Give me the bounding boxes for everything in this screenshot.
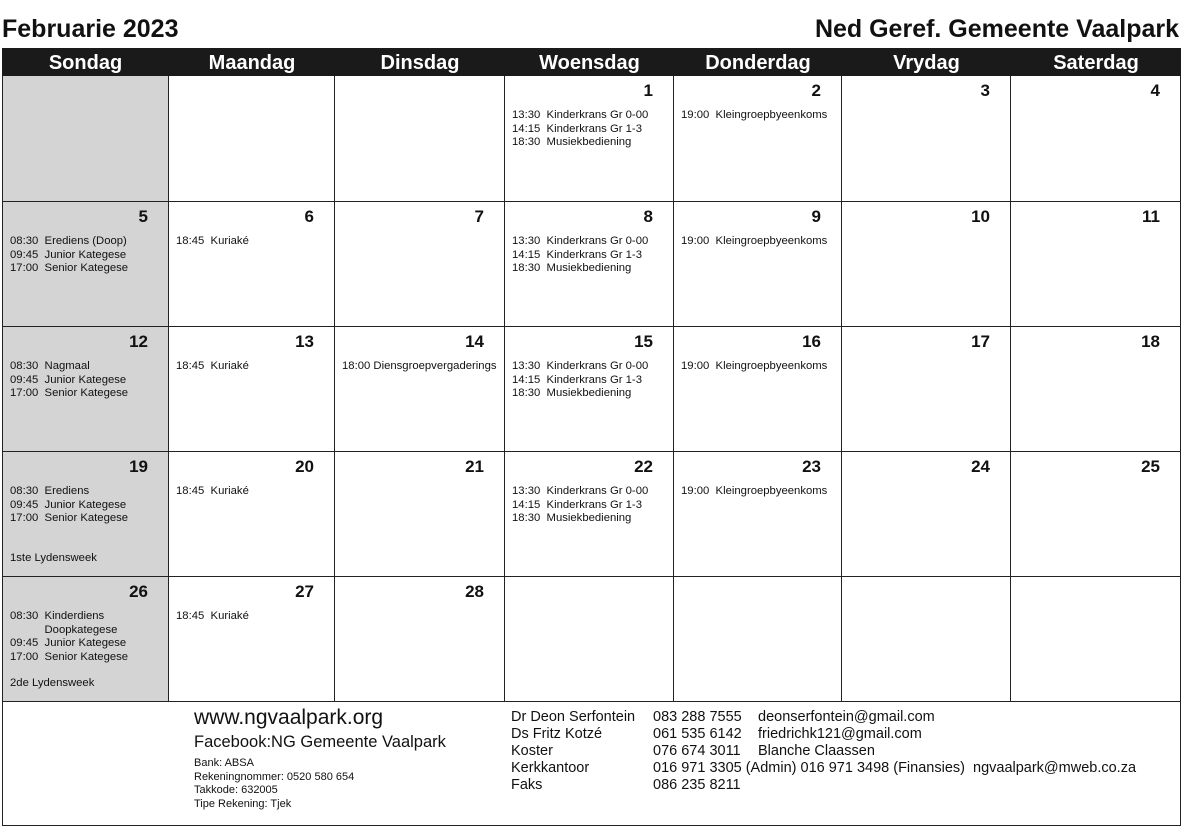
event-item: 13:30 Kinderkrans Gr 0-00 (512, 485, 649, 497)
contact-name: Koster (511, 743, 553, 759)
event-list (176, 235, 249, 249)
event-list (10, 360, 128, 401)
calendar-cell (842, 327, 1011, 452)
event-item: 19:00 Kleingroepbyeenkoms (681, 485, 828, 497)
calendar-cell (2, 202, 169, 327)
day-number: 12 (129, 332, 148, 351)
event-list (681, 235, 827, 249)
day-number: 14 (465, 332, 484, 351)
day-number: 23 (802, 457, 821, 476)
event-list (10, 235, 128, 276)
day-number: 24 (971, 457, 990, 476)
calendar-cell (674, 202, 842, 327)
event-item: 13:30 Kinderkrans Gr 0-00 (512, 360, 649, 372)
event-list (512, 485, 648, 526)
calendar-cell (674, 327, 842, 452)
day-number: 16 (802, 332, 821, 351)
contact-extra[interactable]: deonserfontein@gmail.com (758, 709, 935, 725)
event-item: 14:15 Kinderkrans Gr 1-3 (512, 122, 642, 135)
day-number: 10 (971, 207, 990, 226)
calendar-cell (335, 452, 505, 577)
event-item: 09:45 Junior Kategese (10, 637, 127, 649)
event-list (512, 360, 648, 401)
calendar-cell (335, 577, 505, 702)
calendar-cell (674, 452, 842, 577)
day-number: 17 (971, 332, 990, 351)
calendar-cell (335, 76, 505, 202)
day-number: 28 (465, 582, 484, 601)
calendar-grid (2, 76, 1181, 702)
weekday-sondag: Sondag (48, 52, 123, 74)
event-list (10, 485, 128, 526)
weekday-maandag: Maandag (208, 52, 296, 74)
day-number: 26 (129, 582, 148, 601)
contact-name: Kerkkantoor (511, 760, 590, 776)
event-item: 18:30 Musiekbediening (512, 512, 632, 524)
event-item: Doopkategese (10, 623, 118, 636)
weekday-vrydag: Vrydag (893, 52, 960, 74)
weekday-saterdag: Saterdag (1053, 52, 1139, 74)
event-item: 18:30 Musiekbediening (512, 387, 632, 399)
event-list (176, 360, 249, 374)
calendar-cell (505, 76, 674, 202)
weekday-header (2, 48, 1181, 76)
event-item: 09:45 Junior Kategese (10, 248, 127, 261)
contact-extra: Blanche Claassen (758, 743, 875, 759)
contact-name: Faks (511, 777, 543, 793)
calendar-cell (674, 76, 842, 202)
calendar-cell (335, 327, 505, 452)
day-number: 11 (1142, 207, 1160, 226)
bank-details (194, 757, 354, 811)
event-item: 08:30 Nagmaal (10, 360, 90, 372)
bank-account-type: Tipe Rekening: Tjek (194, 797, 292, 810)
calendar-cell (1011, 327, 1181, 452)
event-item: 13:30 Kinderkrans Gr 0-00 (512, 109, 649, 121)
event-list (681, 360, 827, 374)
event-item: 17:00 Senior Kategese (10, 262, 129, 274)
event-item: 09:45 Junior Kategese (10, 498, 127, 511)
calendar-cell (505, 327, 674, 452)
calendar-cell (1011, 76, 1181, 202)
day-number: 1 (643, 81, 653, 100)
footer (2, 702, 1181, 826)
weekday-woensdag: Woensdag (539, 52, 640, 74)
calendar-cell (1011, 202, 1181, 327)
event-item: 08:30 Erediens (Doop) (10, 235, 127, 247)
contact-phone: 061 535 6142 (653, 726, 742, 742)
event-list (681, 109, 827, 123)
website-link[interactable]: www.ngvaalpark.org (194, 706, 384, 729)
day-number: 20 (295, 457, 314, 476)
bank-account-number: Rekeningnommer: 0520 580 654 (194, 770, 355, 783)
event-item: 17:00 Senior Kategese (10, 387, 129, 399)
event-item: 19:00 Kleingroepbyeenkoms (681, 235, 828, 247)
calendar-cell (169, 327, 335, 452)
event-item: 17:00 Senior Kategese (10, 650, 129, 663)
day-number: 5 (138, 207, 148, 226)
day-number: 4 (1150, 81, 1160, 100)
bank-name: Bank: ABSA (194, 757, 254, 769)
calendar-cell (1011, 452, 1181, 577)
day-number: 19 (129, 457, 148, 476)
event-list (176, 485, 249, 499)
calendar-cell (842, 76, 1011, 202)
day-number: 25 (1141, 457, 1160, 476)
calendar-cell (842, 577, 1011, 702)
event-list (176, 610, 249, 624)
event-item: 14:15 Kinderkrans Gr 1-3 (512, 373, 642, 386)
church-name: Ned Geref. Gemeente Vaalpark (814, 15, 1179, 43)
calendar-cell (505, 202, 674, 327)
event-item: 14:15 Kinderkrans Gr 1-3 (512, 248, 642, 261)
contact-phone: 083 288 7555 (653, 709, 742, 725)
event-list (512, 235, 648, 276)
day-number: 6 (304, 207, 314, 226)
calendar-cell (505, 452, 674, 577)
event-item: 13:30 Kinderkrans Gr 0-00 (512, 235, 649, 247)
calendar-cell (169, 577, 335, 702)
day-number: 2 (811, 81, 821, 100)
contact-name: Ds Fritz Kotzé (511, 726, 603, 742)
event-item: 17:00 Senior Kategese (10, 512, 129, 524)
calendar-cell (842, 452, 1011, 577)
month-title: Februarie 2023 (2, 15, 179, 43)
contact-extra[interactable]: ngvaalpark@mweb.co.za (973, 760, 1137, 776)
weekday-dinsdag: Dinsdag (380, 52, 460, 74)
day-number: 7 (474, 207, 484, 226)
event-item: 19:00 Kleingroepbyeenkoms (681, 109, 828, 121)
calendar-cell (674, 577, 842, 702)
contact-extra[interactable]: friedrichk121@gmail.com (758, 726, 922, 742)
day-number: 18 (1141, 332, 1160, 351)
event-item: 18:45 Kuriaké (176, 360, 249, 372)
facebook-link[interactable]: Facebook:NG Gemeente Vaalpark (194, 733, 446, 751)
event-item: 18:30 Musiekbediening (512, 136, 632, 148)
event-item: 18:45 Kuriaké (176, 485, 249, 497)
event-item: 18:45 Kuriaké (176, 610, 249, 622)
week-note: 1ste Lydensweek (10, 552, 97, 564)
day-number: 21 (465, 457, 484, 476)
event-list (681, 485, 827, 499)
day-number: 13 (295, 332, 314, 351)
event-item: 18:30 Musiekbediening (512, 262, 632, 274)
calendar-cell (335, 202, 505, 327)
contact-phone: 016 971 3305 (Admin) 016 971 3498 (Finansies) (653, 760, 965, 776)
calendar-cell (2, 76, 169, 202)
week-note: 2de Lydensweek (10, 677, 95, 689)
weekday-donderdag: Donderdag (705, 52, 811, 74)
day-number: 27 (295, 582, 314, 601)
day-number: 22 (634, 457, 653, 476)
calendar-cell (2, 577, 169, 702)
calendar-cell (1011, 577, 1181, 702)
day-number: 3 (980, 81, 990, 100)
contact-name: Dr Deon Serfontein (511, 709, 636, 725)
event-list (10, 610, 128, 664)
day-number: 15 (634, 332, 653, 351)
event-item: 19:00 Kleingroepbyeenkoms (681, 360, 828, 372)
event-list (342, 360, 497, 374)
event-list (512, 109, 648, 150)
contact-phone: 086 235 8211 (653, 777, 741, 793)
calendar-cell (2, 452, 169, 577)
day-number: 9 (811, 207, 821, 226)
event-item: 08:30 Erediens (10, 485, 90, 497)
calendar-cell (2, 327, 169, 452)
day-number: 8 (643, 207, 653, 226)
event-item: 14:15 Kinderkrans Gr 1-3 (512, 498, 642, 511)
calendar-cell (169, 76, 335, 202)
calendar-cell (842, 202, 1011, 327)
event-item: 18:00 Diensgroepvergaderings (342, 360, 497, 372)
bank-branch-code: Takkode: 632005 (194, 784, 278, 796)
event-item: 18:45 Kuriaké (176, 235, 249, 247)
event-item: 08:30 Kinderdiens (10, 610, 105, 622)
calendar-cell (169, 452, 335, 577)
calendar-cell (505, 577, 674, 702)
event-item: 09:45 Junior Kategese (10, 373, 127, 386)
calendar-cell (169, 202, 335, 327)
contact-phone: 076 674 3011 (653, 743, 741, 759)
